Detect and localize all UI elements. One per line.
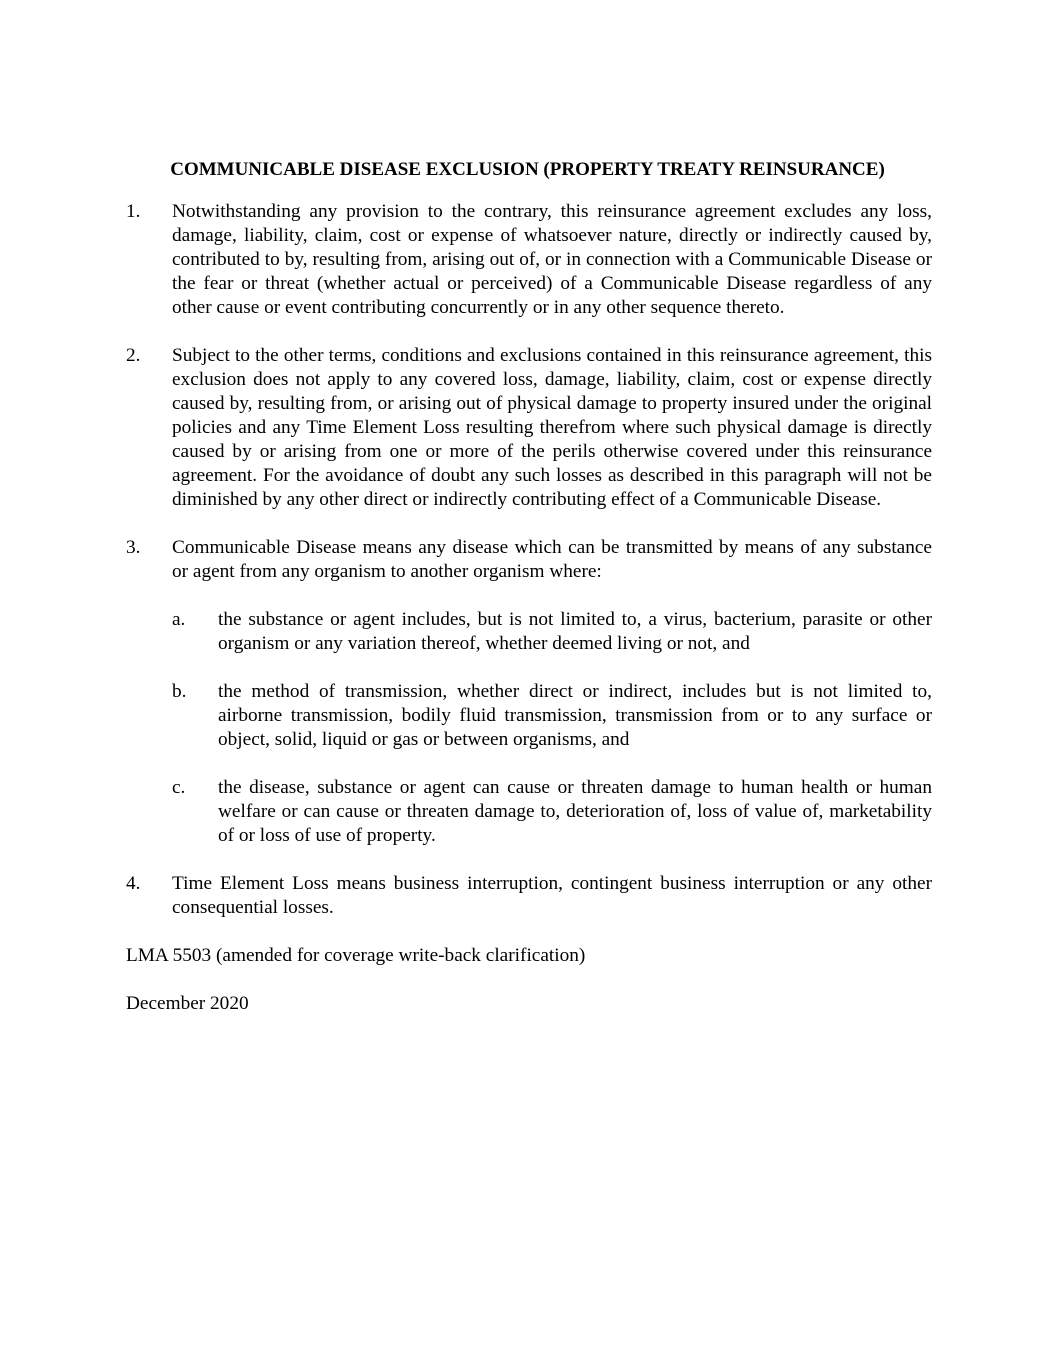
clause-number: 1. [126,201,141,222]
document-date: December 2020 [126,993,249,1014]
clause-4 [126,872,932,920]
clause-text: Communicable Disease means any disease which can be transmitted by means of any substance or agent from any organism to another organism where: [172,537,932,582]
form-reference: LMA 5503 (amended for coverage write-back clarification) [126,945,586,966]
clause-3 [126,536,932,584]
document-title: COMMUNICABLE DISEASE EXCLUSION (PROPERTY TREATY REINSURANCE) [170,159,885,180]
subclause-a [172,608,932,656]
subclause-letter: c. [172,777,186,798]
subclause-b [172,680,932,752]
clause-text: Time Element Loss means business interruption, contingent business interruption or any other consequential losses. [172,873,932,918]
clause-number: 4. [126,873,141,894]
subclause-letter: a. [172,609,186,630]
clause-text: Notwithstanding any provision to the contrary, this reinsurance agreement excludes any loss, damage, liability, claim, cost or expense of whatsoever nature, directly or indirectly caused by, contributed to by, resulting from, arising out of, or in connection with a Communicable Disease or the fear or threat (whether actual or perceived) of a Communicable Disease regardless of any other cause or event contributing concurrently or in any other sequence thereto. [172,201,932,318]
subclause-letter: b. [172,681,187,702]
subclause-text: the substance or agent includes, but is not limited to, a virus, bacterium, parasite or other organism or any variation thereof, whether deemed living or not, and [218,609,932,654]
clause-2 [126,344,932,512]
subclause-text: the disease, substance or agent can cause or threaten damage to human health or human welfare or can cause or threaten damage to, deterioration of, loss of value of, marketability of or loss of use of property. [218,777,932,846]
clause-number: 3. [126,537,141,558]
clause-number: 2. [126,345,141,366]
subclause-c [172,776,932,848]
clause-text: Subject to the other terms, conditions and exclusions contained in this reinsurance agreement, this exclusion does not apply to any covered loss, damage, liability, claim, cost or expense directly caused by, resulting from, or arising out of physical damage to property insured under the original policies and any Time Element Loss resulting therefrom where such physical damage is directly caused by or arising from one or more of the perils otherwise covered under this reinsurance agreement. For the avoidance of doubt any such losses as described in this paragraph will not be diminished by any other direct or indirectly contributing effect of a Communicable Disease. [172,345,932,510]
document-body [126,200,932,1040]
subclause-text: the method of transmission, whether direct or indirect, includes but is not limited to, airborne transmission, bodily fluid transmission, transmission from or to any surface or object, solid, liquid or gas or between organisms, and [218,681,932,750]
clause-1 [126,200,932,320]
